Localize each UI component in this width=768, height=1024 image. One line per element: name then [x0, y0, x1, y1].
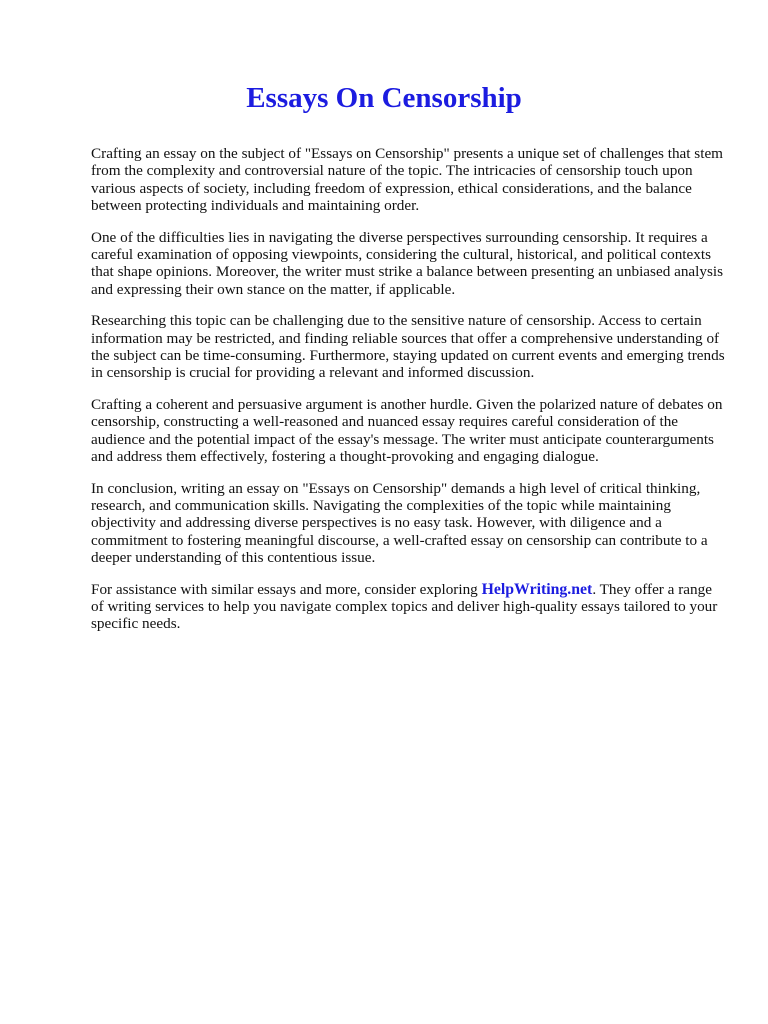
helpwriting-link[interactable]: HelpWriting.net: [481, 580, 593, 598]
paragraph-3: Researching this topic can be challenging due to the sensitive nature of censorship. Access to certain information may be restricted, and finding reliable sources that offer a comprehensive understanding of the subject can be time-consuming. Furthermore, staying updated on current events and emerging trends in censorship is crucial for providing a relevant and informed discussion.: [91, 312, 725, 382]
closing-text-after: . They offer a range of writing services to help you navigate complex topics and deliver high-quality essays tailored to your specific needs.: [91, 580, 718, 633]
paragraph-2: One of the difficulties lies in navigating the diverse perspectives surrounding censorship. It requires a careful examination of opposing viewpoints, considering the cultural, historical, and political contexts that shape opinions. Moreover, the writer must strike a balance between presenting an unbiased analysis and expressing their own stance on the matter, if applicable.: [91, 228, 724, 298]
essay-body: [91, 145, 726, 633]
page-title: Essays On Censorship: [246, 82, 522, 114]
closing-text-before: For assistance with similar essays and more, consider exploring: [91, 580, 482, 598]
closing-paragraph: [91, 581, 726, 633]
paragraph-5: In conclusion, writing an essay on "Essays on Censorship" demands a high level of critical thinking, research, and communication skills. Navigating the complexities of the topic while maintaining objectivity and addressing diverse perspectives is no easy task. However, with diligence and a commitment to fostering meaningful discourse, a well-crafted essay on censorship can contribute to a deeper understanding of this contentious issue.: [91, 479, 708, 567]
paragraph-4: Crafting a coherent and persuasive argument is another hurdle. Given the polarized nature of debates on censorship, constructing a well-reasoned and nuanced essay requires careful consideration of the audience and the potential impact of the essay's message. The writer must anticipate counterarguments and address them effectively, fostering a thought-provoking and engaging dialogue.: [91, 395, 723, 466]
paragraph-1: Crafting an essay on the subject of "Essays on Censorship" presents a unique set of challenges that stem from the complexity and controversial nature of the topic. The intricacies of censorship touch upon various aspects of society, including freedom of expression, ethical considerations, and the balance between protecting individuals and maintaining order.: [91, 145, 723, 215]
